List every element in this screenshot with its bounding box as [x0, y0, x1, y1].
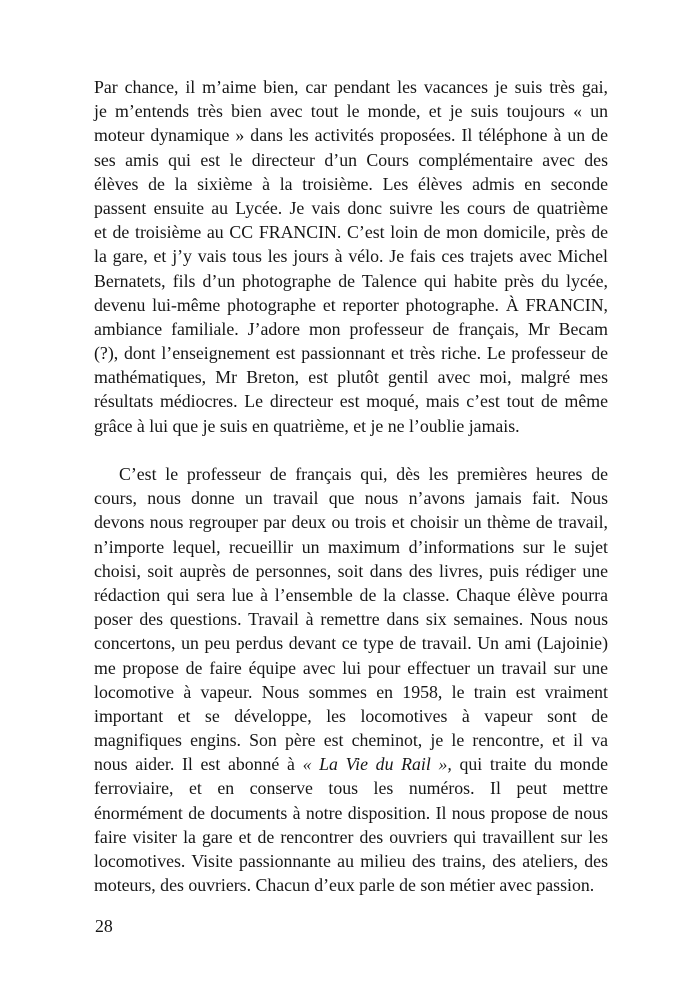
paragraph-1 — [94, 75, 608, 438]
text-line: me propose de faire équipe avec lui pour effectuer un travail sur une — [94, 657, 608, 678]
text-line: poser des questions. Travail à remettre dans six semaines. Nous nous — [94, 609, 608, 630]
text-line: et de troisième au CC FRANCIN. C’est loin de mon domicile, près de — [94, 222, 608, 243]
text-line: passent ensuite au Lycée. Je vais donc suivre les cours de quatrième — [94, 197, 608, 218]
text-line: ferroviaire, et en conserve tous les numéros. Il peut mettre — [94, 778, 608, 799]
text-line-first: C’est le professeur de français qui, dès les premières heures de — [119, 464, 608, 484]
text-line: locomotive à vapeur. Nous sommes en 1958, le train est vraiment — [94, 681, 608, 702]
text-line: Bernatets, fils d’un photographe de Talence qui habite près du lycée, — [94, 270, 608, 291]
text-line: cours, nous donne un travail que nous n’avons jamais fait. Nous — [94, 488, 608, 509]
text-line: énormément de documents à notre disposition. Il nous propose de nous — [94, 802, 608, 823]
text-line: faire visiter la gare et de rencontrer des ouvriers qui travaillent sur les — [94, 826, 608, 847]
text-line: résultats médiocres. Le directeur est moqué, mais c’est tout de même — [94, 391, 608, 412]
text-line: locomotives. Visite passionnante au milieu des trains, des ateliers, des — [94, 851, 608, 871]
text-line: concertons, un peu perdus devant ce type de travail. Un ami (Lajoinie) — [94, 633, 608, 654]
magazine-title: « La Vie du Rail », — [302, 754, 452, 775]
text-line: élèves de la sixième à la troisième. Les élèves admis en seconde — [94, 173, 608, 194]
body-text — [94, 75, 608, 897]
text-line: rédaction qui sera lue à l’ensemble de la classe. Chaque élève pourra — [94, 584, 608, 605]
text-line: devons nous regrouper par deux ou trois et choisir un thème de travail, — [94, 512, 608, 533]
text-line-last: moteurs, des ouvriers. Chacun d’eux parle de son métier avec passion. — [94, 875, 595, 896]
text-line: magnifiques engins. Son père est cheminot, je le rencontre, et il va — [94, 730, 608, 751]
text-line: je m’entends très bien avec tout le monde, et je suis toujours « un — [94, 101, 608, 122]
page-number: 28 — [95, 916, 113, 936]
paragraph-2 — [94, 462, 608, 897]
text-line-with-title — [94, 752, 608, 776]
text-line: important et se développe, les locomotives à vapeur sont de — [94, 705, 608, 726]
text-line: (?), dont l’enseignement est passionnant et très riche. Le professeur de — [94, 343, 608, 364]
text-line-last: grâce à lui que je suis en quatrième, et je ne l’oublie jamais. — [94, 415, 520, 436]
text-line: mathématiques, Mr Breton, est plutôt gentil avec moi, malgré mes — [94, 367, 608, 388]
text-line: devenu lui-même photographe et reporter photographe. À FRANCIN, — [94, 294, 608, 315]
text-line: moteur dynamique » dans les activités proposées. Il téléphone à un de — [94, 125, 608, 146]
text-line: Par chance, il m’aime bien, car pendant les vacances je suis très gai, — [94, 77, 608, 97]
text-line: ambiance familiale. J’adore mon professeur de français, Mr Becam — [94, 318, 608, 339]
text-line: choisi, soit auprès de personnes, soit dans des livres, puis rédiger une — [94, 560, 608, 581]
text-line: n’importe lequel, recueillir un maximum d’informations sur le sujet — [94, 536, 608, 557]
text-line: la gare, et j’y vais tous les jours à vélo. Je fais ces trajets avec Michel — [94, 246, 608, 267]
text-segment: nous aider. Il est abonné à — [94, 754, 303, 775]
text-segment: qui traite du monde — [451, 754, 608, 775]
text-line: ses amis qui est le directeur d’un Cours complémentaire avec des — [94, 149, 608, 170]
